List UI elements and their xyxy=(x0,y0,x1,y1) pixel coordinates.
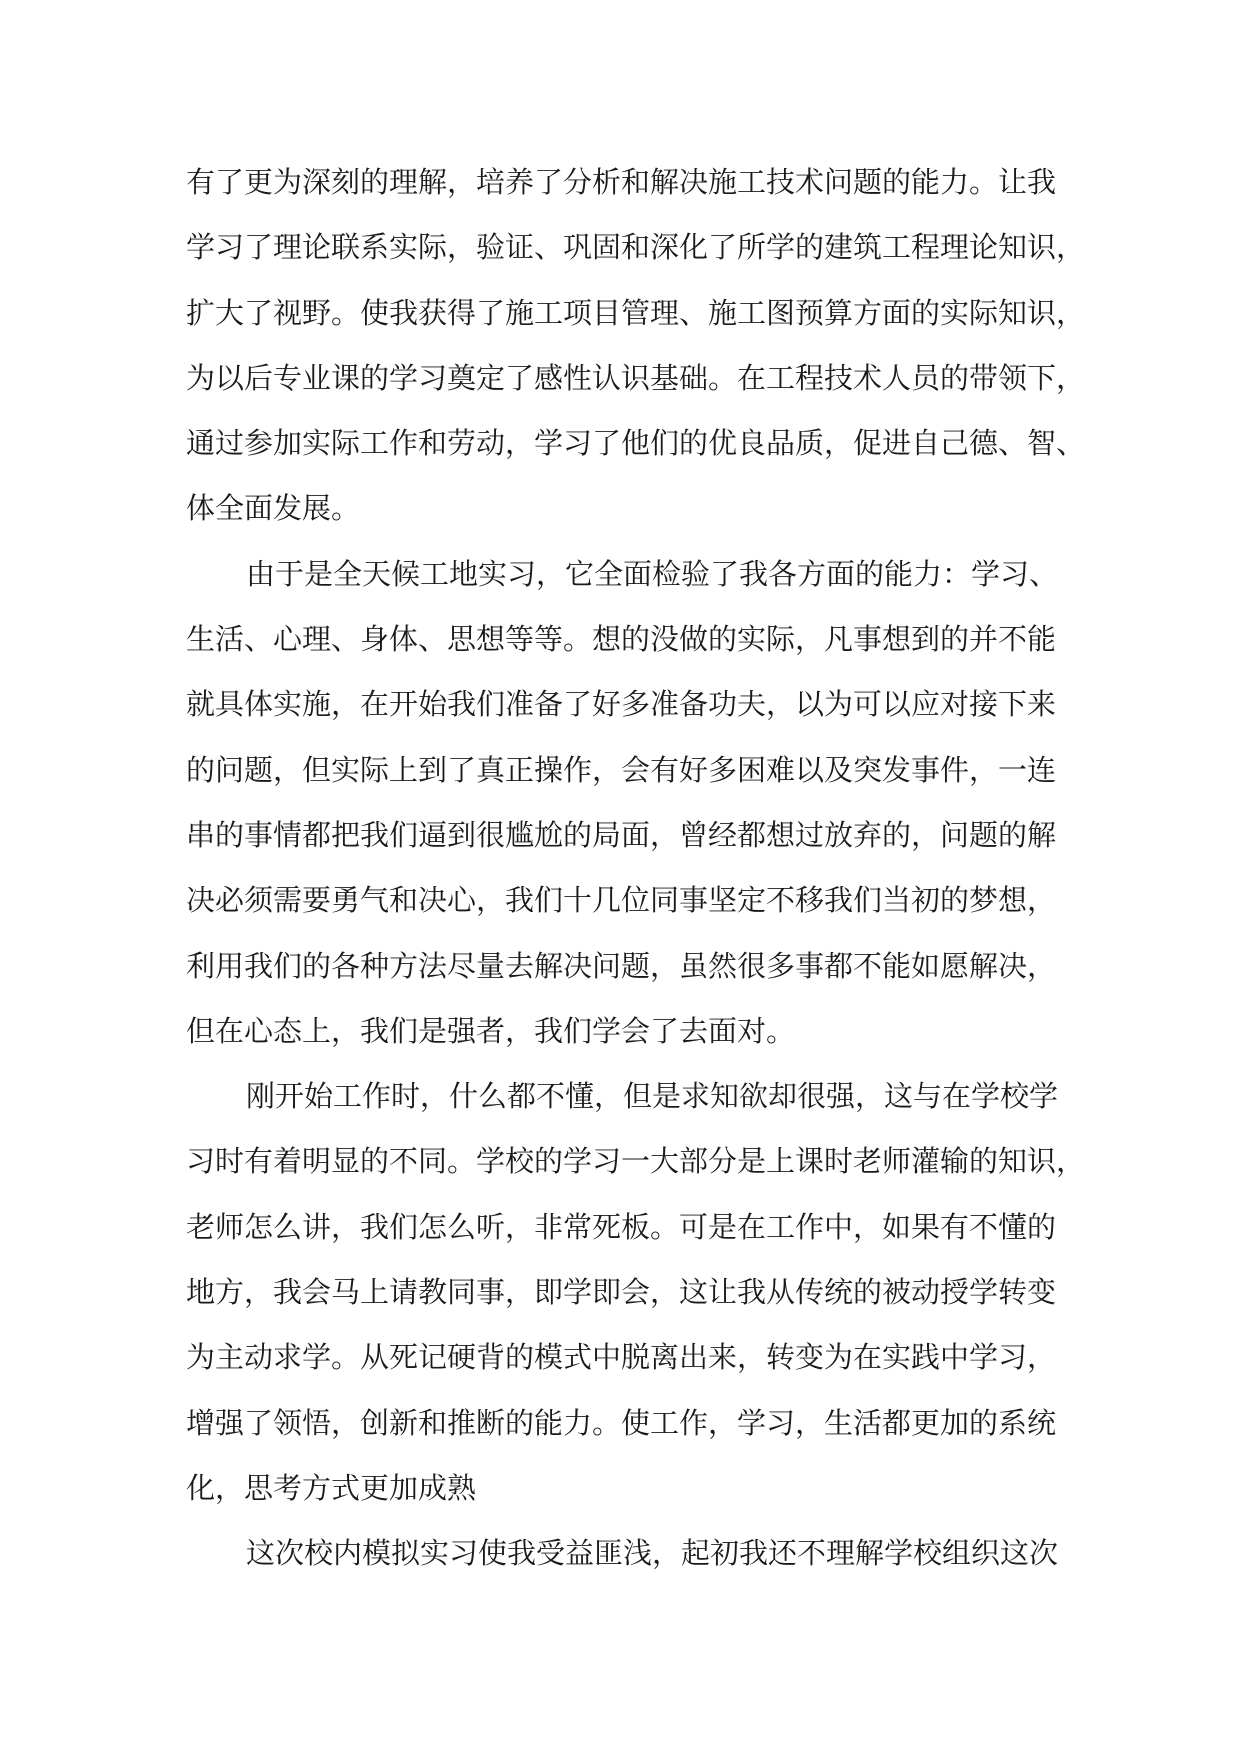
paragraph-line: 就具体实施，在开始我们准备了好多准备功夫，以为可以应对接下来 xyxy=(186,687,1057,722)
paragraph-line: 为主动求学。从死记硬背的模式中脱离出来，转变为在实践中学习， xyxy=(186,1340,1057,1375)
paragraph xyxy=(186,1064,1086,1521)
paragraph-line: 地方，我会马上请教同事，即学即会，这让我从传统的被动授学转变 xyxy=(186,1275,1057,1310)
paragraph-line: 但在心态上，我们是强者，我们学会了去面对。 xyxy=(186,1013,796,1048)
paragraph-line: 为以后专业课的学习奠定了感性认识基础。在工程技术人员的带领下， xyxy=(186,360,1086,395)
paragraph-line: 串的事情都把我们逼到很尴尬的局面，曾经都想过放弃的，问题的解 xyxy=(186,817,1057,852)
paragraph-line: 扩大了视野。使我获得了施工项目管理、施工图预算方面的实际知识， xyxy=(186,295,1086,330)
paragraph xyxy=(186,1521,1066,1586)
paragraph xyxy=(186,150,1086,542)
paragraph-line: 增强了领悟，创新和推断的能力。使工作，学习，生活都更加的系统 xyxy=(186,1405,1057,1440)
paragraph-line: 刚开始工作时，什么都不懂，但是求知欲却很强，这与在学校学 xyxy=(246,1079,1059,1114)
paragraph-line: 这次校内模拟实习使我受益匪浅，起初我还不理解学校组织这次 xyxy=(246,1536,1059,1571)
document-body xyxy=(186,150,1086,1587)
paragraph-line: 老师怎么讲，我们怎么听，非常死板。可是在工作中，如果有不懂的 xyxy=(186,1209,1057,1244)
paragraph-line: 的问题，但实际上到了真正操作，会有好多困难以及突发事件，一连 xyxy=(186,752,1057,787)
paragraph-line: 学习了理论联系实际，验证、巩固和深化了所学的建筑工程理论知识， xyxy=(186,230,1086,265)
paragraph-line: 化，思考方式更加成熟 xyxy=(186,1470,477,1505)
paragraph xyxy=(186,542,1066,1064)
paragraph-line: 由于是全天候工地实习，它全面检验了我各方面的能力：学习、 xyxy=(246,556,1059,591)
paragraph-line: 生活、心理、身体、思想等等。想的没做的实际，凡事想到的并不能 xyxy=(186,622,1057,657)
paragraph-line: 体全面发展。 xyxy=(186,491,361,526)
paragraph-line: 利用我们的各种方法尽量去解决问题，虽然很多事都不能如愿解决， xyxy=(186,948,1057,983)
paragraph-line: 有了更为深刻的理解，培养了分析和解决施工技术问题的能力。让我 xyxy=(186,165,1057,199)
paragraph-line: 习时有着明显的不同。学校的学习一大部分是上课时老师灌输的知识， xyxy=(186,1144,1086,1179)
paragraph-line: 决必须需要勇气和决心，我们十几位同事坚定不移我们当初的梦想， xyxy=(186,883,1057,918)
paragraph-line: 通过参加实际工作和劳动，学习了他们的优良品质，促进自己德、智、 xyxy=(186,426,1086,461)
